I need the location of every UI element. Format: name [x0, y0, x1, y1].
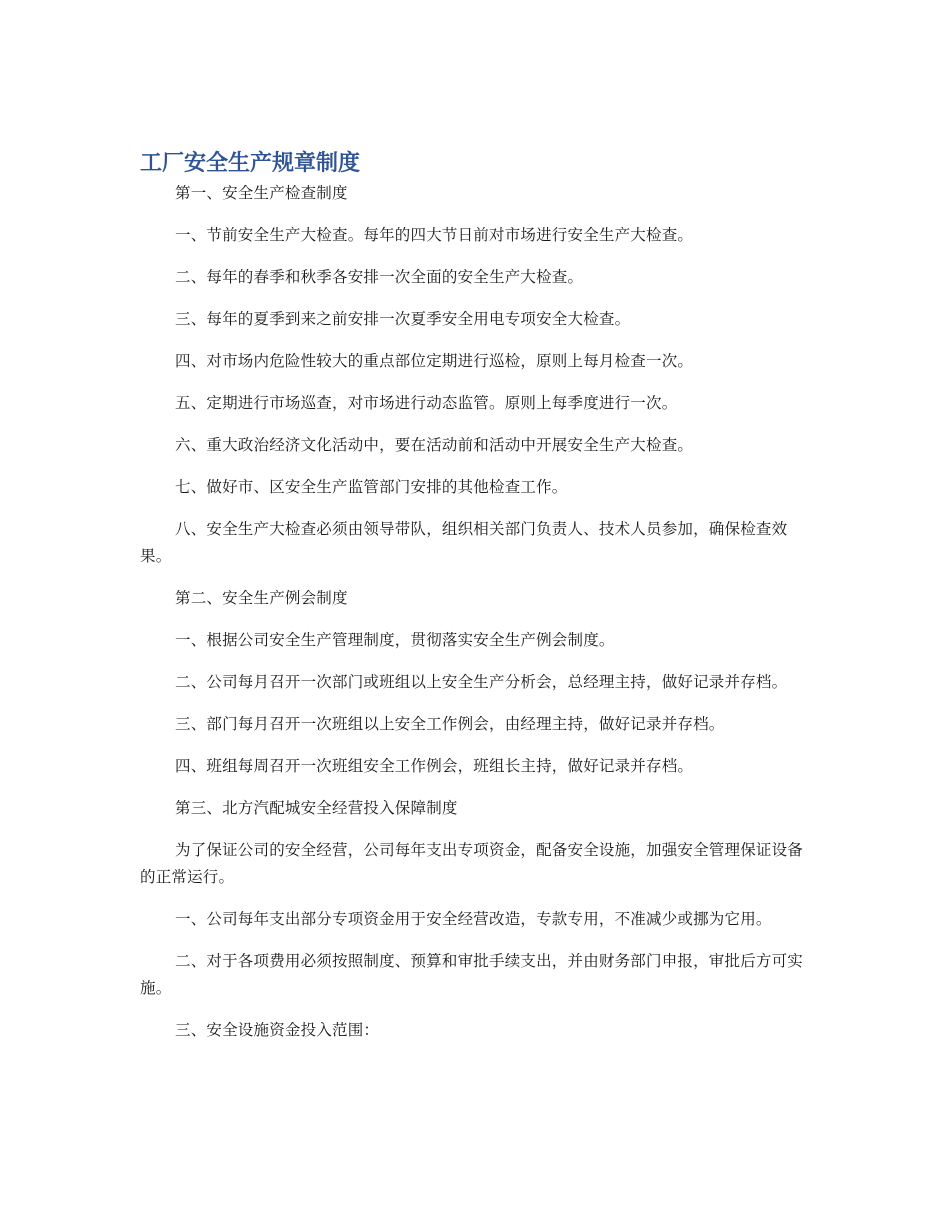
paragraph: 二、每年的春季和秋季各安排一次全面的安全生产大检查。 — [175, 268, 584, 286]
document-title: 工厂安全生产规章制度 — [140, 151, 361, 176]
paragraph: 二、对于各项费用必须按照制度、预算和审批手续支出，并由财务部门申报，审批后方可实施。 — [140, 952, 804, 997]
paragraph: 五、定期进行市场巡查，对市场进行动态监管。原则上每季度进行一次。 — [175, 394, 678, 412]
paragraph: 一、节前安全生产大检查。每年的四大节日前对市场进行安全生产大检查。 — [175, 226, 694, 244]
paragraph: 七、做好市、区安全生产监管部门安排的其他检查工作。 — [175, 478, 568, 496]
paragraph: 八、安全生产大检查必须由领导带队，组织相关部门负责人、技术人员参加，确保检查效果。 — [140, 520, 788, 565]
paragraph: 三、安全设施资金投入范围： — [175, 1021, 380, 1039]
paragraph: 为了保证公司的安全经营，公司每年支出专项资金，配备安全设施，加强安全管理保证设备的正常运行。 — [140, 841, 804, 886]
document-page — [140, 148, 812, 1044]
section-heading-3: 第三、北方汽配城安全经营投入保障制度 — [175, 799, 458, 817]
section-heading-1: 第一、安全生产检查制度 — [175, 184, 348, 202]
paragraph: 一、公司每年支出部分专项资金用于安全经营改造，专款专用，不准减少或挪为它用。 — [175, 910, 772, 928]
paragraph: 六、重大政治经济文化活动中，要在活动前和活动中开展安全生产大检查。 — [175, 436, 694, 454]
paragraph: 二、公司每月召开一次部门或班组以上安全生产分析会，总经理主持，做好记录并存档。 — [175, 673, 788, 691]
paragraph: 四、班组每周召开一次班组安全工作例会，班组长主持，做好记录并存档。 — [175, 757, 694, 775]
section-heading-2: 第二、安全生产例会制度 — [175, 589, 348, 607]
paragraph: 四、对市场内危险性较大的重点部位定期进行巡检，原则上每月检查一次。 — [175, 352, 694, 370]
paragraph: 一、根据公司安全生产管理制度，贯彻落实安全生产例会制度。 — [175, 631, 615, 649]
paragraph: 三、部门每月召开一次班组以上安全工作例会，由经理主持，做好记录并存档。 — [175, 715, 725, 733]
paragraph: 三、每年的夏季到来之前安排一次夏季安全用电专项安全大检查。 — [175, 310, 631, 328]
